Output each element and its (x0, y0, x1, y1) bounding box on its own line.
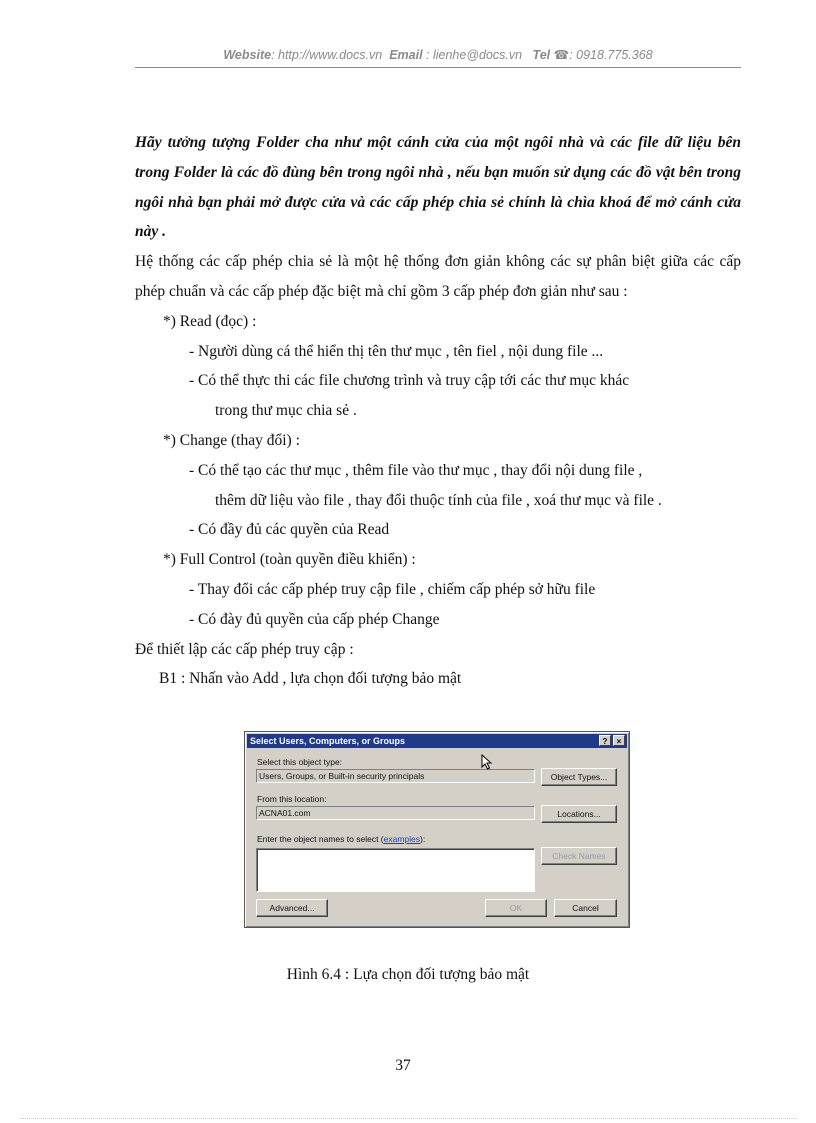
object-type-field: Users, Groups, or Built-in security principals (256, 769, 535, 783)
dialog-title: Select Users, Computers, or Groups (250, 736, 406, 746)
object-type-label: Select this object type: (257, 757, 343, 767)
tel-label: Tel (532, 48, 551, 62)
locations-button[interactable]: Locations... (541, 805, 617, 823)
examples-link[interactable]: examples (383, 834, 421, 844)
website-label: Website (223, 48, 272, 62)
read-item-1: - Người dùng cá thể hiển thị tên thư mục , tên fiel , nội dung file ... (189, 342, 604, 360)
read-item-2-cont: trong thư mục chia sẻ . (215, 402, 357, 420)
figure-caption: Hình 6.4 : Lựa chọn đối tượng bảo mật (286, 966, 530, 983)
dialog-titlebar (247, 734, 627, 748)
phone-icon: ☎ (553, 48, 570, 62)
page-header (135, 47, 741, 62)
cancel-button[interactable]: Cancel (554, 899, 617, 917)
advanced-button[interactable]: Advanced... (256, 899, 328, 917)
enter-names-label: Enter the object names to select (examples): (257, 834, 426, 844)
select-users-dialog-screenshot (244, 731, 630, 928)
footer-divider (20, 1118, 796, 1119)
read-heading: *) Read (đọc) : (163, 312, 257, 330)
object-names-input[interactable] (256, 848, 535, 892)
location-label: From this location: (257, 794, 327, 804)
change-heading: *) Change (thay đổi) : (163, 431, 300, 449)
full-control-item-1: - Thay đổi các cấp phép truy cập file , chiếm cấp phép sở hữu file (189, 580, 596, 598)
change-item-2: - Có đầy đủ các quyền của Read (189, 521, 390, 539)
header-divider (135, 67, 741, 68)
location-field: ACNA01.com (256, 806, 535, 820)
email-label: Email (389, 48, 423, 62)
intro-paragraph: Hãy tưởng tượng Folder cha như một cánh cửa của một ngôi nhà và các file dữ liệu bên trong Folder là các đồ đùng bên trong ngôi nhà , nếu bạn muốn sử dụng các đồ vật bên trong ngôi nhà bạn phải mở được cửa và các cấp phép chia sẻ chính là chìa khoá để mở cánh cửa này . (135, 134, 741, 241)
full-control-heading: *) Full Control (toàn quyền điều khiển) : (163, 551, 416, 569)
setup-line: Để thiết lập các cấp phép truy cập : (135, 640, 354, 658)
ok-button[interactable]: OK (485, 899, 547, 917)
email-value: : lienhe@docs.vn (426, 48, 523, 62)
change-item-1-cont: thêm dữ liệu vào file , thay đổi thuộc tính của file , xoá thư mục và file . (215, 491, 662, 509)
document-body (135, 128, 741, 694)
page-number: 37 (395, 1057, 411, 1074)
step-1: B1 : Nhấn vào Add , lựa chọn đối tượng bảo mật (159, 670, 462, 688)
tel-value: : 0918.775.368 (569, 48, 653, 62)
close-button[interactable]: × (613, 735, 625, 746)
website-value: : http://www.docs.vn (271, 48, 383, 62)
check-names-button[interactable]: Check Names (541, 847, 617, 865)
body-paragraph: Hệ thống các cấp phép chia sẻ là một hệ thống đơn giản không các sự phân biệt giữa các cấp phép chuẩn và các cấp phép đặc biệt mà chỉ gồm 3 cấp phép đơn giản như sau : (135, 253, 741, 300)
mouse-cursor-icon (481, 754, 493, 770)
full-control-item-2: - Có đày đủ quyền của cấp phép Change (189, 610, 440, 628)
object-types-button[interactable]: Object Types... (541, 768, 617, 786)
read-item-2: - Có thể thực thi các file chương trình và truy cập tới các thư mục khác (189, 372, 630, 390)
change-item-1: - Có thể tạo các thư mục , thêm file vào thư mục , thay đổi nội dung file , (189, 461, 643, 479)
help-button[interactable]: ? (599, 735, 611, 746)
